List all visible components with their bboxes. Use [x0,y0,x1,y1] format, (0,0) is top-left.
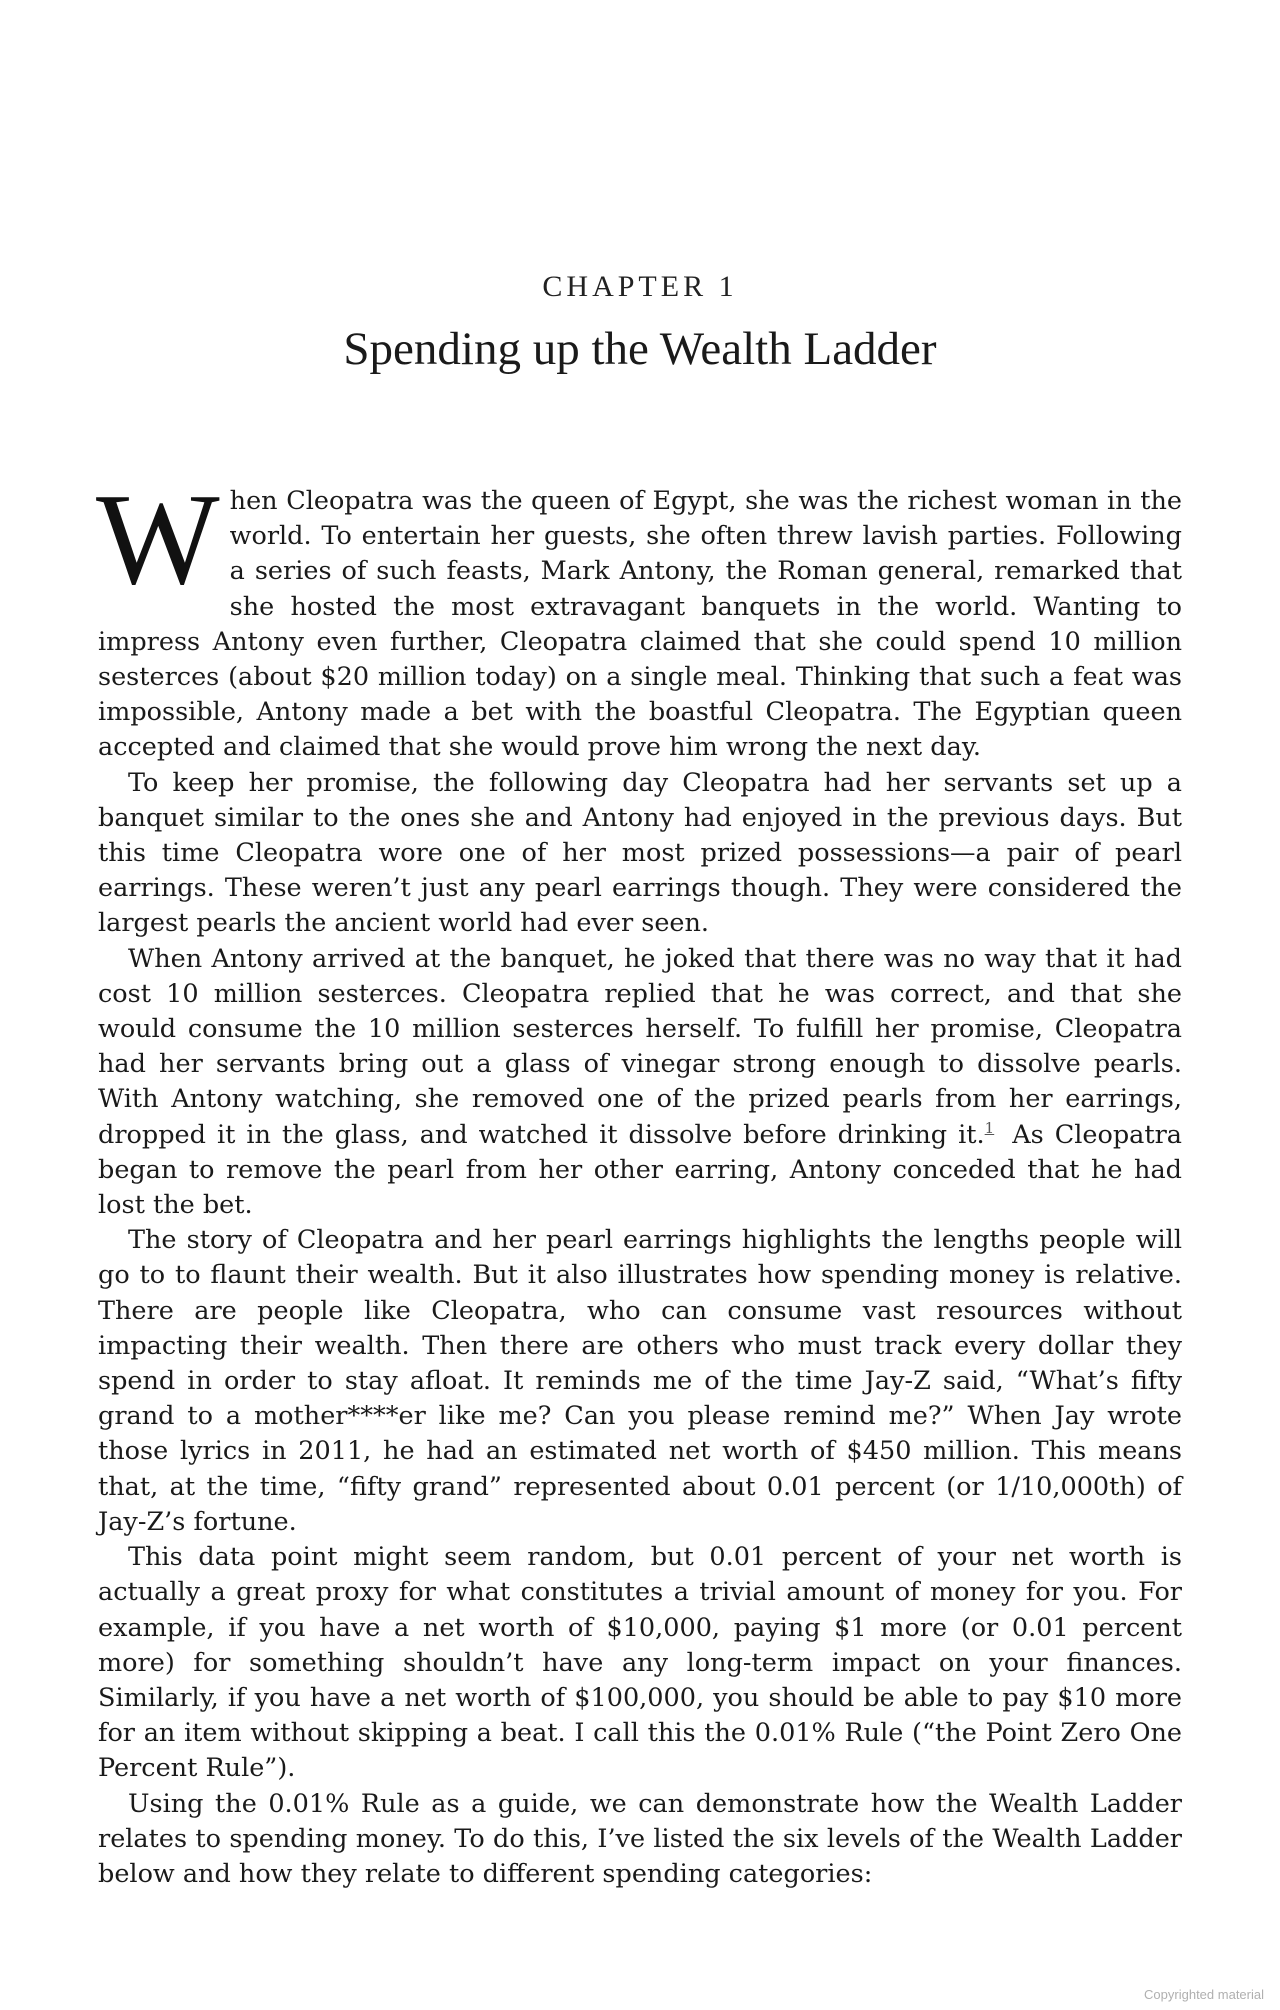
footnote-link[interactable]: 1 [984,1119,995,1138]
paragraph-4: The story of Cleopatra and her pearl earrings highlights the lengths people will go to to flaunt their wealth. But it also illustrates how spending money is relative. There are people like Cleopatra, who can consume vast resources without impacting their wealth. Then there are others who must track every dollar they spend in order to stay afloat. It reminds me of the time Jay-Z said, “What’s fifty grand to a mother****er like me? Can you please remind me?” When Jay wrote those lyrics in 2011, he had an estimated net worth of $450 million. This means that, at the time, “fifty grand” represented about 0.01 percent (or 1/10,000th) of Jay-Z’s fortune. [98,1225,1182,1537]
chapter-label: CHAPTER 1 [542,270,738,303]
paragraph-5: This data point might seem random, but 0.01 percent of your net worth is actually a great proxy for what constitutes a trivial amount of money for you. For example, if you have a net worth of $10,000, paying $1 more (or 0.01 percent more) for something shouldn’t have any long-term impact on your finances. Similarly, if you have a net worth of $100,000, you should be able to pay $10 more for an item without skipping a beat. I call this the 0.01% Rule (“the Point Zero One Percent Rule”). [98,1542,1182,1784]
paragraph-3 [98,942,1182,1224]
chapter-body [96,467,1182,1892]
paragraph-3-text-after-note: As Cleopatra began to remove the pearl from her other earring, Antony conceded that he had lost the bet. [98,1119,1182,1221]
drop-cap: W [96,467,220,612]
copyright-watermark: Copyrighted material [1144,1987,1264,2002]
paragraph-1-text: hen Cleopatra was the queen of Egypt, she was the richest woman in the world. To entertain her guests, she often threw lavish parties. Following a series of such feasts, Mark Antony, the Roman general, remarked that she hosted the most extravagant banquets in the world. Wanting to impress Antony even further, Cleopatra claimed that she could spend 10 million sesterces (about $20 million today) on a single meal. Thinking that such a feat was impossible, Antony made a bet with the boastful Cleopatra. The Egyptian queen accepted and claimed that she would prove him wrong the next day. [98,486,1182,763]
paragraph-3-text-before-note: When Antony arrived at the banquet, he joked that there was no way that it had cost 10 million sesterces. Cleopatra replied that he was correct, and that she would consume the 10 million sesterces herself. To fulfill her promise, Cleopatra had her servants bring out a glass of vinegar strong enough to dissolve pearls. With Antony watching, she removed one of the prized pearls from her earrings, dropped it in the glass, and watched it dissolve before drinking it. [98,943,1182,1150]
paragraph-1 [96,467,1182,766]
chapter-title: Spending up the Wealth Ladder [343,323,937,375]
paragraph-6: Using the 0.01% Rule as a guide, we can demonstrate how the Wealth Ladder relates to spending money. To do this, I’ve listed the six levels of the Wealth Ladder below and how they relate to different spending categories: [98,1788,1182,1889]
paragraph-2: To keep her promise, the following day Cleopatra had her servants set up a banquet similar to the ones she and Antony had enjoyed in the previous days. But this time Cleopatra wore one of her most prized possessions—a pair of pearl earrings. These weren’t just any pearl earrings though. They were considered the largest pearls the ancient world had ever seen. [98,767,1182,939]
